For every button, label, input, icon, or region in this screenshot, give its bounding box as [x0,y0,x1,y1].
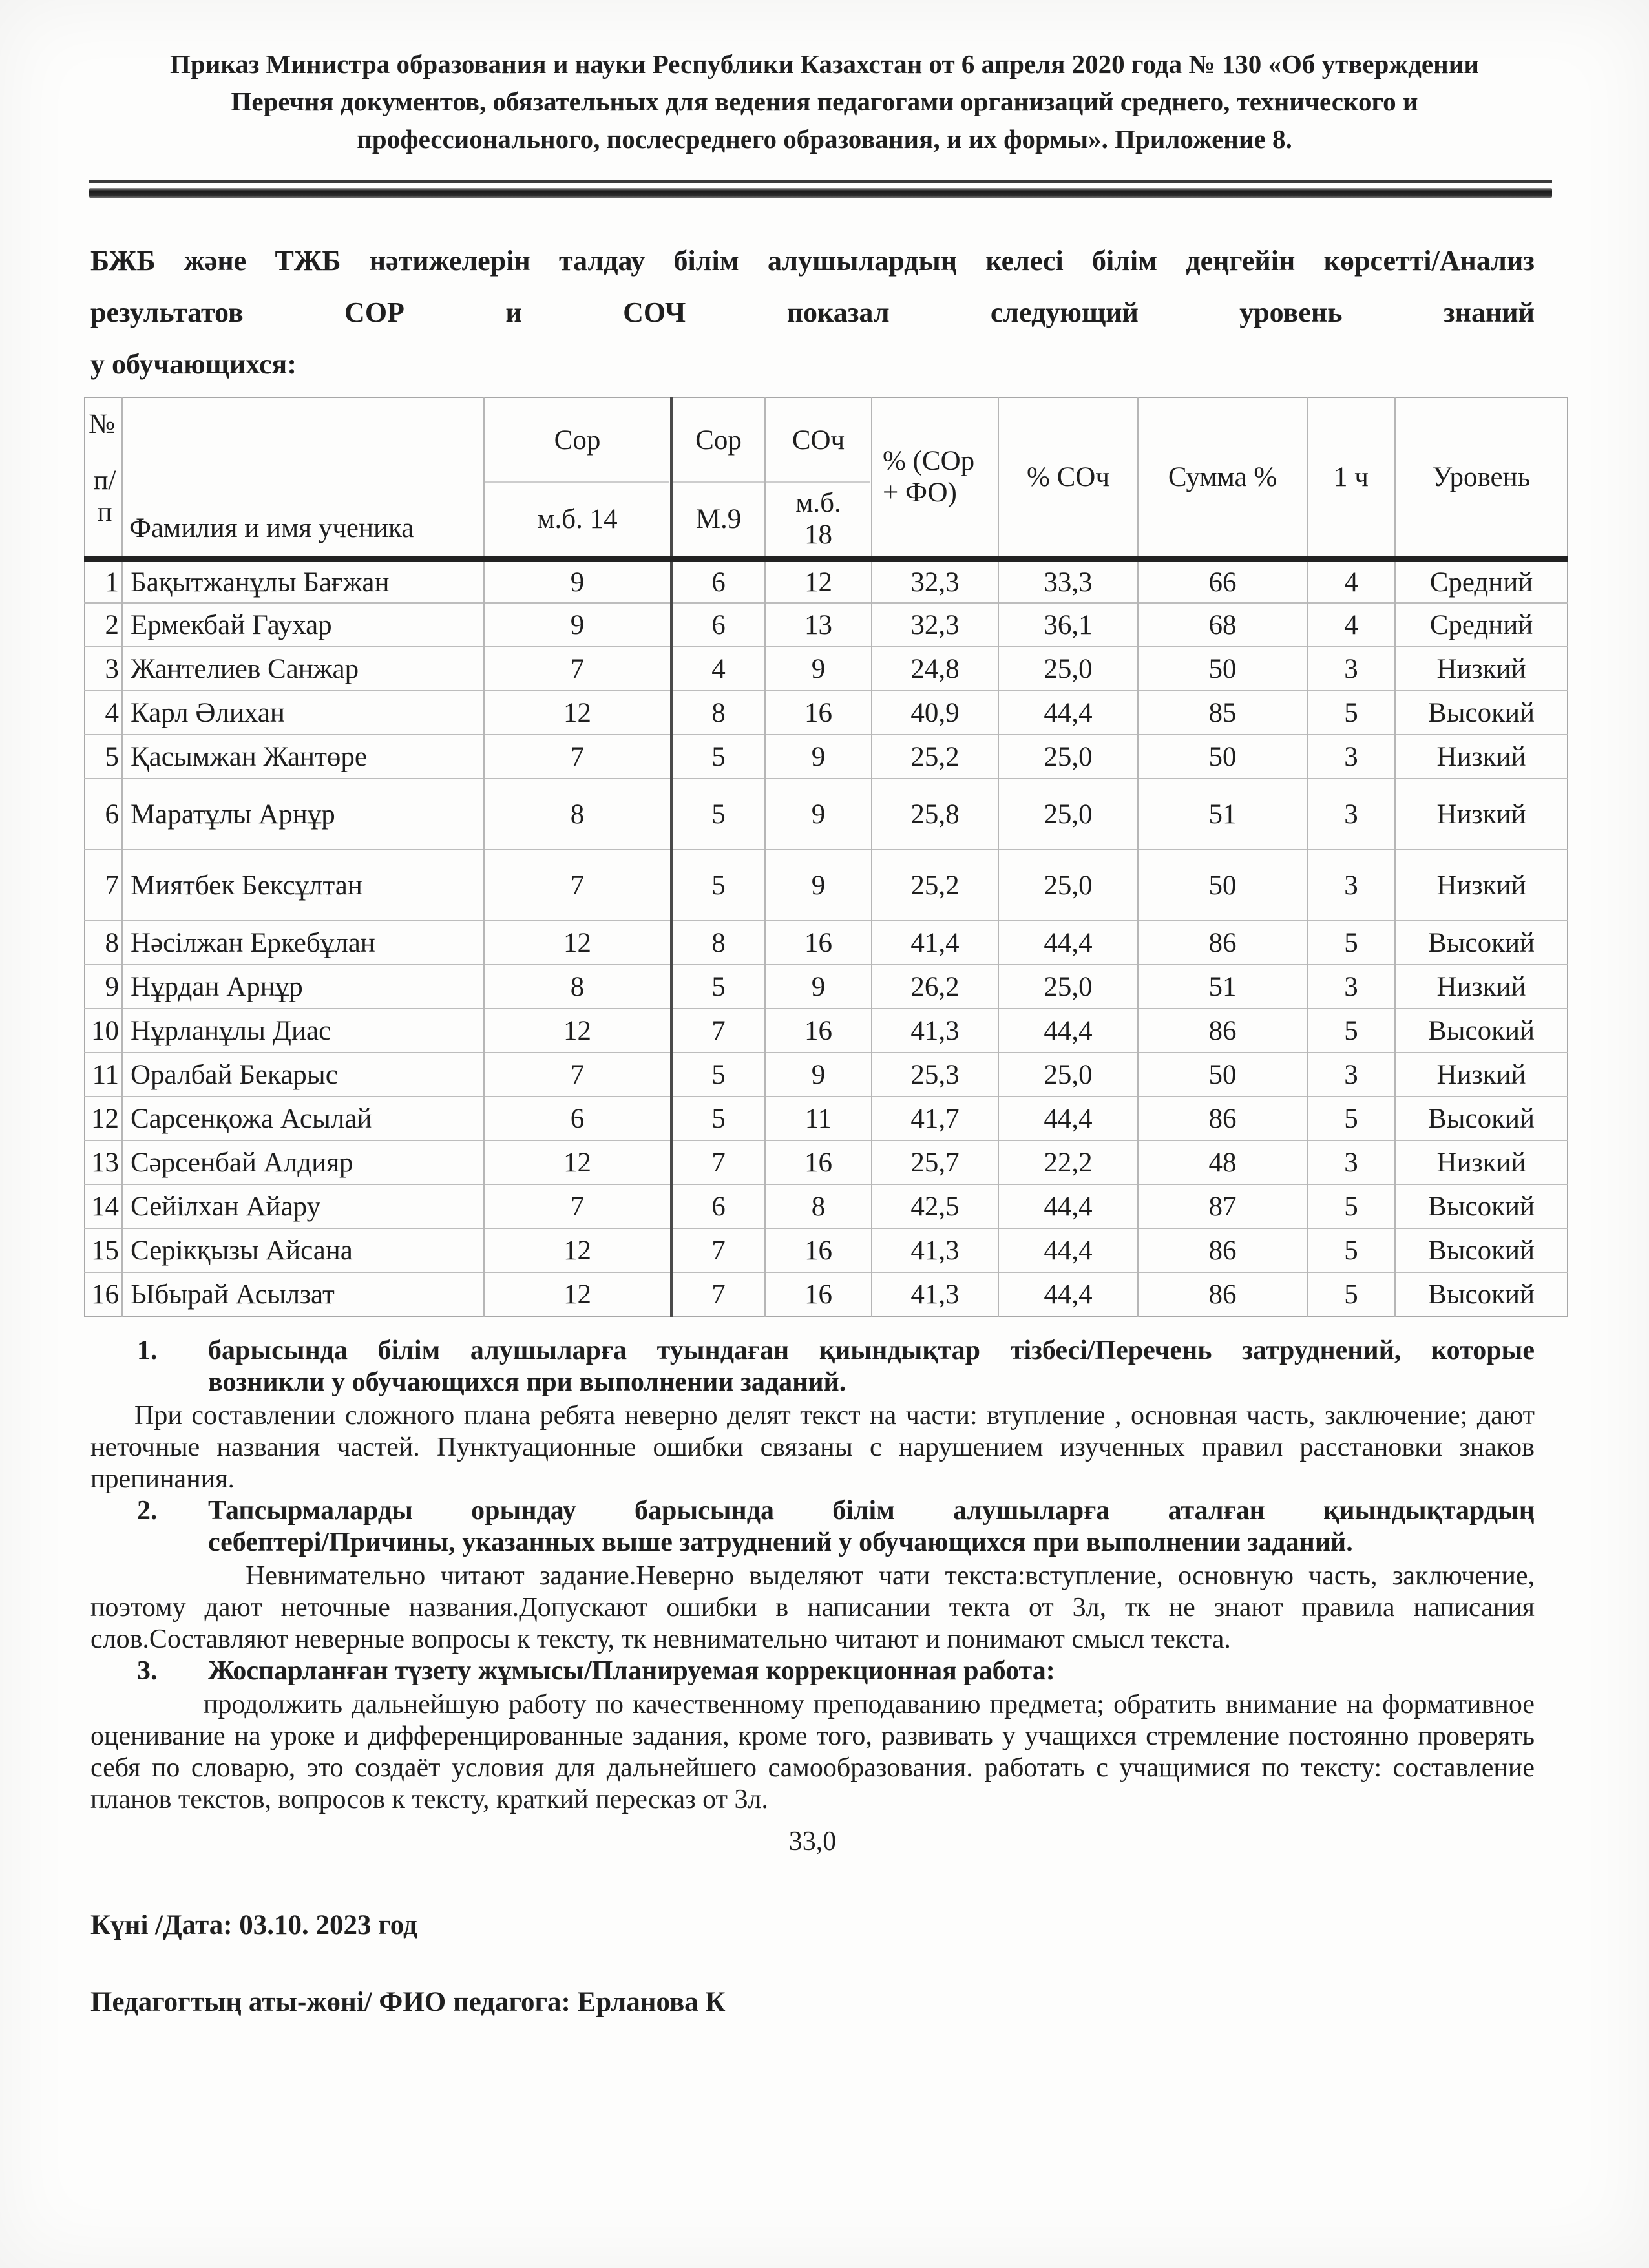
section-number: 2. [137,1496,158,1526]
table-row [85,1272,1568,1316]
cell-1q: 5 [1307,1228,1395,1272]
cell-pct-sor-fo: 25,2 [872,735,998,779]
cell-sor-m9: 5 [671,1097,765,1140]
cell-index: 6 [105,799,119,830]
cell-sor-mb14: 12 [484,1228,671,1272]
analysis-sections [90,1335,1535,1858]
cell-sor-mb14: 7 [484,850,671,921]
cell-sum-pct: 50 [1138,735,1307,779]
cell-student-name: Нұрланұлы Диас [122,1009,484,1053]
cell-pct-soch: 25,0 [998,779,1138,850]
cell-student-name: Бақытжанұлы Бағжан [122,559,484,603]
cell-sum-pct: 66 [1138,559,1307,603]
cell-soch-mb18: 9 [765,779,872,850]
date-line: Күні /Дата: 03.10. 2023 год [90,1910,417,1940]
cell-index: 9 [105,971,119,1002]
table-header [85,397,1568,559]
cell-student-name: Сарсенқожа Асылай [122,1097,484,1140]
section-3 [90,1655,1535,1816]
cell-pct-soch: 25,0 [998,965,1138,1009]
cell-sor-mb14: 9 [484,603,671,647]
cell-sor-m9: 7 [671,1009,765,1053]
cell-sor-m9: 5 [671,965,765,1009]
cell-1q: 3 [1307,735,1395,779]
table-row [85,1097,1568,1140]
cell-sum-pct: 87 [1138,1184,1307,1228]
cell-student-name: Сейілхан Айару [122,1184,484,1228]
cell-sor-mb14: 12 [484,1272,671,1316]
cell-pct-soch: 44,4 [998,1184,1138,1228]
col-header-level: Уровень [1395,397,1568,559]
intro-line: у обучающихся: [90,348,297,380]
cell-pct-sor-fo: 25,2 [872,850,998,921]
cell-sum-pct: 85 [1138,691,1307,735]
col-header-sor-mb14: Сор м.б. 14 [484,397,671,559]
cell-sor-mb14: 12 [484,1009,671,1053]
cell-student-name: Жантелиев Санжар [122,647,484,691]
table-row [85,1053,1568,1097]
col-header-pct-sor-fo: % (СОр + ФО) [872,397,998,559]
section-body: При составлении сложного плана ребята неверно делят текст на части: втупление , основная часть, заключение; дают неточные названия частей. Пунктуационные ошибки связаны с нарушением изученных правил расстановки знаков препинания. [90,1401,1535,1494]
cell-level: Средний [1395,559,1568,603]
cell-index: 14 [91,1191,119,1222]
cell-sor-mb14: 8 [484,779,671,850]
intro-paragraph [90,235,1535,390]
section-1 [90,1335,1535,1495]
cell-soch-mb18: 16 [765,1140,872,1184]
cell-pct-soch: 25,0 [998,850,1138,921]
cell-sor-m9: 8 [671,921,765,965]
cell-pct-sor-fo: 32,3 [872,603,998,647]
cell-pct-sor-fo: 40,9 [872,691,998,735]
section-body: продолжить дальнейшую работу по качественному преподаванию предмета; обратить внимание на формативное оценивание на уроке и дифференцированные задания, кроме того, развивать у учащихся стремление постоянно проверять себя по словарю, это создаёт условия для дальнейшего самообразования. работать с учащимися по тексту: составление планов текстов, вопросов к тексту, краткий пересказ от 3л. [90,1690,1535,1814]
cell-soch-mb18: 12 [765,559,872,603]
table-row [85,921,1568,965]
cell-index: 11 [92,1059,119,1090]
cell-level: Высокий [1395,921,1568,965]
cell-1q: 5 [1307,921,1395,965]
cell-level: Низкий [1395,850,1568,921]
cell-student-name: Ермекбай Гаухар [122,603,484,647]
cell-student-name: Сәрсенбай Алдияр [122,1140,484,1184]
header-separator [89,180,1552,198]
cell-1q: 3 [1307,1053,1395,1097]
section-heading [137,1655,1535,1687]
table-row [85,691,1568,735]
table-body [85,559,1568,1316]
cell-sor-m9: 7 [671,1272,765,1316]
cell-level: Высокий [1395,1228,1568,1272]
cell-sum-pct: 86 [1138,1272,1307,1316]
cell-student-name: Нұрдан Арнұр [122,965,484,1009]
average-value: 33,0 [788,1827,837,1856]
cell-sor-m9: 6 [671,1184,765,1228]
table-row [85,850,1568,921]
cell-soch-mb18: 9 [765,850,872,921]
cell-index: 4 [105,697,119,728]
cell-sor-mb14: 6 [484,1097,671,1140]
table-row [85,779,1568,850]
col-header-1q: 1 ч [1307,397,1395,559]
cell-index: 3 [105,653,119,684]
cell-1q: 5 [1307,1097,1395,1140]
cell-pct-sor-fo: 25,7 [872,1140,998,1184]
section-heading-line: Тапсырмаларды орындау барысында білім алушыларға аталған қиындықтардың [208,1496,1535,1526]
cell-sor-mb14: 12 [484,921,671,965]
cell-student-name: Миятбек Бексұлтан [122,850,484,921]
header-separator-thick-line [89,188,1552,198]
cell-pct-soch: 44,4 [998,1097,1138,1140]
cell-level: Высокий [1395,1009,1568,1053]
cell-level: Низкий [1395,647,1568,691]
cell-pct-soch: 33,3 [998,559,1138,603]
cell-soch-mb18: 9 [765,647,872,691]
cell-sum-pct: 86 [1138,1097,1307,1140]
cell-pct-soch: 22,2 [998,1140,1138,1184]
section-2 [90,1495,1535,1655]
cell-soch-mb18: 16 [765,1228,872,1272]
table-row [85,1140,1568,1184]
cell-sor-mb14: 8 [484,965,671,1009]
cell-pct-sor-fo: 41,3 [872,1272,998,1316]
cell-pct-sor-fo: 24,8 [872,647,998,691]
col-header-index: № п/п [85,397,122,559]
cell-sum-pct: 86 [1138,921,1307,965]
order-header-line: Перечня документов, обязательных для ведения педагогами организаций среднего, технического и [231,87,1418,116]
cell-pct-sor-fo: 41,7 [872,1097,998,1140]
cell-1q: 4 [1307,603,1395,647]
cell-level: Низкий [1395,735,1568,779]
cell-sor-m9: 5 [671,1053,765,1097]
cell-soch-mb18: 16 [765,1272,872,1316]
cell-index: 15 [91,1235,119,1266]
cell-index: 13 [91,1147,119,1178]
cell-1q: 5 [1307,1272,1395,1316]
table-row [85,1009,1568,1053]
section-heading-line: барысында білім алушыларға туындаған қиындықтар тізбесі/Перечень затруднений, которые [208,1336,1535,1365]
cell-soch-mb18: 16 [765,921,872,965]
cell-level: Высокий [1395,691,1568,735]
cell-soch-mb18: 9 [765,1053,872,1097]
section-body: Невнимательно читают задание.Неверно выделяют чати текста:вступление, основную часть, заключение, поэтому дают неточные названия.Допускают ошибки в написании текта от 3л, тк не знают правила написания слов.Составляют неверные вопросы к тексту, тк невнимательно читают и понимают смысл текста. [90,1561,1535,1654]
cell-1q: 4 [1307,559,1395,603]
order-header [120,45,1529,158]
cell-sor-m9: 5 [671,735,765,779]
cell-sor-m9: 5 [671,779,765,850]
cell-sum-pct: 86 [1138,1228,1307,1272]
cell-1q: 3 [1307,779,1395,850]
cell-index: 12 [91,1103,119,1134]
cell-index: 8 [105,927,119,958]
cell-pct-sor-fo: 41,4 [872,921,998,965]
section-heading-line: себептері/Причины, указанных выше затруднений у обучающихся при выполнении заданий. [208,1528,1353,1557]
order-header-line: Приказ Министра образования и науки Республики Казахстан от 6 апреля 2020 года № 130 «Об утверждении [170,49,1479,79]
cell-level: Средний [1395,603,1568,647]
cell-sor-mb14: 7 [484,1053,671,1097]
cell-index: 10 [91,1015,119,1046]
table-row [85,603,1568,647]
cell-level: Низкий [1395,965,1568,1009]
cell-index: 5 [105,741,119,772]
cell-student-name: Оралбай Бекарыс [122,1053,484,1097]
cell-level: Высокий [1395,1097,1568,1140]
cell-pct-sor-fo: 32,3 [872,559,998,603]
cell-pct-sor-fo: 41,3 [872,1228,998,1272]
cell-sor-m9: 6 [671,603,765,647]
teacher-line: Педагогтың аты-жөні/ ФИО педагога: Ерланова К [90,1987,726,2017]
cell-sor-mb14: 7 [484,1184,671,1228]
cell-sor-mb14: 12 [484,691,671,735]
cell-1q: 5 [1307,1009,1395,1053]
cell-sum-pct: 51 [1138,779,1307,850]
cell-sor-m9: 6 [671,559,765,603]
cell-pct-soch: 44,4 [998,1009,1138,1053]
cell-student-name: Қасымжан Жантөре [122,735,484,779]
header-separator-thin-line [89,180,1552,183]
cell-pct-soch: 44,4 [998,921,1138,965]
cell-index: 1 [105,567,119,598]
cell-soch-mb18: 9 [765,965,872,1009]
col-header-sor-m9: Сор М.9 [671,397,765,559]
cell-sum-pct: 51 [1138,965,1307,1009]
cell-pct-soch: 44,4 [998,1228,1138,1272]
cell-level: Высокий [1395,1184,1568,1228]
section-number: 1. [137,1336,158,1365]
cell-1q: 3 [1307,1140,1395,1184]
cell-student-name: Карл Әлихан [122,691,484,735]
cell-sum-pct: 48 [1138,1140,1307,1184]
cell-soch-mb18: 8 [765,1184,872,1228]
cell-1q: 3 [1307,965,1395,1009]
section-number: 3. [137,1656,158,1686]
cell-level: Высокий [1395,1272,1568,1316]
cell-pct-soch: 36,1 [998,603,1138,647]
cell-sor-m9: 4 [671,647,765,691]
cell-student-name: Ыбырай Асылзат [122,1272,484,1316]
cell-sor-m9: 7 [671,1228,765,1272]
cell-sum-pct: 86 [1138,1009,1307,1053]
cell-pct-sor-fo: 25,8 [872,779,998,850]
intro-line: результатов СОР и СОЧ показал следующий уровень знаний [90,297,1535,328]
col-header-pct-soch: % СОч [998,397,1138,559]
cell-index: 7 [105,870,119,901]
cell-soch-mb18: 16 [765,1009,872,1053]
order-header-line: профессионального, послесреднего образования, и их формы». Приложение 8. [357,124,1292,154]
cell-pct-soch: 25,0 [998,735,1138,779]
cell-1q: 3 [1307,850,1395,921]
intro-line: БЖБ және ТЖБ нәтижелерін талдау білім алушылардың келесі білім деңгейін көрсетті/Анализ [90,245,1535,277]
col-header-soch-mb18: СОч м.б. 18 [765,397,872,559]
table-row [85,965,1568,1009]
cell-soch-mb18: 9 [765,735,872,779]
cell-soch-mb18: 16 [765,691,872,735]
cell-student-name: Нәсілжан Еркебұлан [122,921,484,965]
cell-1q: 3 [1307,647,1395,691]
col-header-student-name: Фамилия и имя ученика [122,397,484,559]
cell-student-name: Серікқызы Айсана [122,1228,484,1272]
cell-pct-soch: 44,4 [998,691,1138,735]
cell-1q: 5 [1307,1184,1395,1228]
cell-level: Низкий [1395,1053,1568,1097]
cell-pct-sor-fo: 26,2 [872,965,998,1009]
table-row [85,647,1568,691]
cell-soch-mb18: 13 [765,603,872,647]
section-heading [137,1495,1535,1559]
section-heading-line: Жоспарланған түзету жұмысы/Планируемая коррекционная работа: [208,1656,1055,1686]
cell-student-name: Маратұлы Арнұр [122,779,484,850]
cell-pct-soch: 44,4 [998,1272,1138,1316]
table-row [85,1184,1568,1228]
cell-sum-pct: 50 [1138,647,1307,691]
cell-pct-sor-fo: 42,5 [872,1184,998,1228]
table-row [85,559,1568,603]
cell-sor-mb14: 9 [484,559,671,603]
cell-index: 2 [105,609,119,640]
cell-sum-pct: 50 [1138,1053,1307,1097]
section-heading-line: возникли у обучающихся при выполнении заданий. [208,1367,846,1397]
cell-1q: 5 [1307,691,1395,735]
table-row [85,1228,1568,1272]
section-heading [137,1335,1535,1398]
cell-sor-mb14: 7 [484,647,671,691]
cell-pct-sor-fo: 25,3 [872,1053,998,1097]
cell-level: Низкий [1395,779,1568,850]
cell-pct-soch: 25,0 [998,647,1138,691]
cell-sum-pct: 50 [1138,850,1307,921]
cell-pct-sor-fo: 41,3 [872,1009,998,1053]
cell-sor-m9: 5 [671,850,765,921]
cell-index: 16 [91,1279,119,1310]
cell-sor-m9: 8 [671,691,765,735]
cell-sor-m9: 7 [671,1140,765,1184]
cell-sor-mb14: 7 [484,735,671,779]
cell-sum-pct: 68 [1138,603,1307,647]
table-row [85,735,1568,779]
results-table [84,397,1568,1317]
cell-sor-mb14: 12 [484,1140,671,1184]
cell-soch-mb18: 11 [765,1097,872,1140]
cell-level: Низкий [1395,1140,1568,1184]
cell-pct-soch: 25,0 [998,1053,1138,1097]
col-header-sum-pct: Сумма % [1138,397,1307,559]
